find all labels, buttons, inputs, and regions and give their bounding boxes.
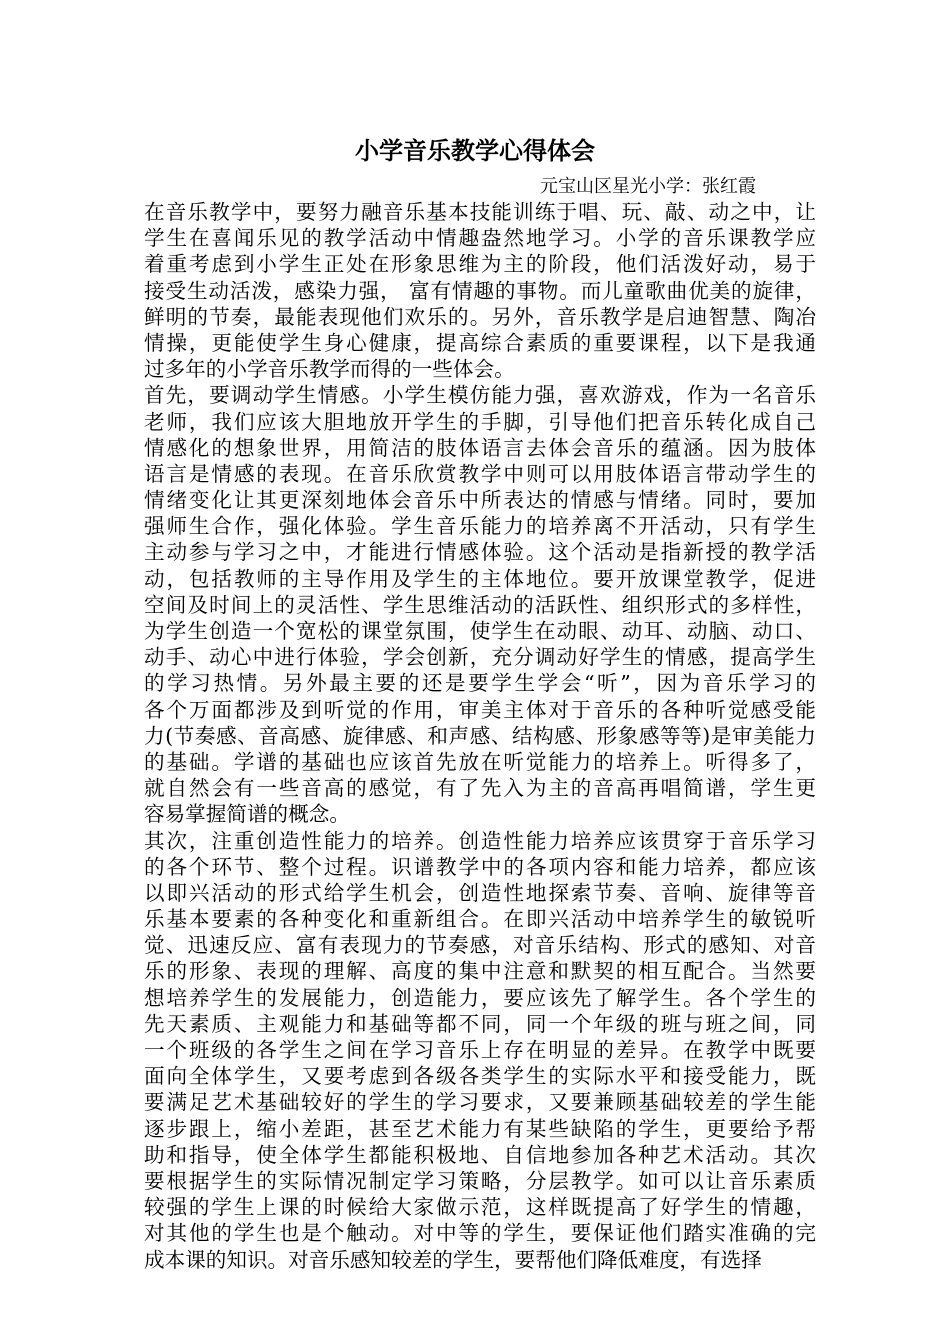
document-body — [144, 199, 816, 1273]
paragraph — [144, 828, 816, 1273]
text-line: 各个万面都涉及到听觉的作用，审美主体对于音乐的各种听觉感受能 — [144, 697, 816, 722]
text-line: 学生在喜闻乐见的教学活动中情趣盎然地学习。小学的音乐课教学应 — [144, 226, 816, 251]
text-line: 着重考虑到小学生正处在形象思维为主的阶段，他们活泼好动，易于 — [144, 252, 816, 277]
text-line: 对其他的学生也是个触动。对中等的学生，要保证他们踏实准确的完 — [144, 1221, 816, 1246]
text-line: 鲜明的节奏，最能表现他们欢乐的。另外，音乐教学是启迪智慧、陶冶 — [144, 304, 816, 329]
text-line: 的学习热情。另外最主要的还是要学生学会“听”，因为音乐学习的 — [144, 671, 816, 696]
text-line: 情操，更能使学生身心健康，提高综合素质的重要课程，以下是我通 — [144, 330, 816, 355]
text-line: 要根据学生的实际情况制定学习策略，分层教学。如可以让音乐素质 — [144, 1168, 816, 1193]
text-line: 情绪变化让其更深刻地体会音乐中所表达的情感与情绪。同时，要加 — [144, 488, 816, 513]
document-author: 元宝山区星光小学：张红霞 — [540, 176, 756, 197]
text-line: 乐基本要素的各种变化和重新组合。在即兴活动中培养学生的敏锐听 — [144, 907, 816, 932]
text-line: 力(节奏感、音高感、旋律感、和声感、结构感、形象感等等)是审美能力 — [144, 723, 816, 748]
text-line: 一个班级的各学生之间在学习音乐上存在明显的差异。在教学中既要 — [144, 1038, 816, 1062]
text-line: 在音乐教学中，要努力融音乐基本技能训练于唱、玩、敲、动之中，让 — [144, 200, 816, 224]
text-line: 强师生合作，强化体验。学生音乐能力的培养离不开活动，只有学生 — [144, 514, 816, 539]
text-line: 要满足艺术基础较好的学生的学习要求，又要兼顾基础较差的学生能 — [144, 1090, 816, 1115]
text-line: 较强的学生上课的时候给大家做示范，这样既提高了好学生的情趣， — [144, 1195, 816, 1220]
text-line: 成本课的知识。对音乐感知较差的学生，要帮他们降低难度，有选择 — [144, 1247, 762, 1272]
text-line: 觉、迅速反应、富有表现力的节奏感，对音乐结构、形式的感知、对音 — [144, 933, 816, 958]
text-line: 的基础。学谱的基础也应该首先放在听觉能力的培养上。听得多了， — [144, 749, 816, 774]
text-line: 先天素质、主观能力和基础等都不同，同一个年级的班与班之间，同 — [144, 1011, 816, 1036]
text-line: 逐步跟上，缩小差距，甚至艺术能力有某些缺陷的学生，更要给予帮 — [144, 1116, 816, 1141]
text-line: 空间及时间上的灵活性、学生思维活动的活跃性、组织形式的多样性， — [144, 592, 816, 617]
text-line: 老师，我们应该大胆地放开学生的手脚，引导他们把音乐转化成自己 — [144, 409, 816, 434]
text-line: 动手、动心中进行体验，学会创新，充分调动好学生的情感，提高学生 — [144, 645, 816, 670]
paragraph — [144, 199, 816, 382]
text-line: 想培养学生的发展能力，创造能力，要应该先了解学生。各个学生的 — [144, 985, 816, 1010]
text-line: 乐的形象、表现的理解、高度的集中注意和默契的相互配合。当然要 — [144, 959, 816, 984]
text-line: 就自然会有一些音高的感觉，有了先入为主的音高再唱简谱，学生更 — [144, 776, 816, 801]
text-line: 动，包括教师的主导作用及学生的主体地位。要开放课堂教学，促进 — [144, 566, 816, 591]
text-line: 主动参与学习之中，才能进行情感体验。这个活动是指新授的教学活 — [144, 540, 816, 565]
text-line: 其次，注重创造性能力的培养。创造性能力培养应该贯穿于音乐学习 — [144, 828, 816, 853]
text-line: 情感化的想象世界，用简洁的肢体语言去体会音乐的蕴涵。因为肢体 — [144, 435, 816, 460]
text-line: 接受生动活泼，感染力强， 富有情趣的事物。而儿童歌曲优美的旋律， — [144, 278, 816, 303]
text-line: 语言是情感的表现。在音乐欣赏教学中则可以用肢体语言带动学生的 — [144, 461, 816, 486]
paragraph — [144, 382, 816, 827]
document-title: 小学音乐教学心得体会 — [355, 136, 595, 165]
text-line: 容易掌握简谱的概念。 — [144, 802, 350, 827]
text-line: 以即兴活动的形式给学生机会，创造性地探索节奏、音响、旋律等音 — [144, 880, 816, 905]
text-line: 首先，要调动学生情感。小学生模仿能力强，喜欢游戏，作为一名音乐 — [144, 383, 816, 408]
text-line: 面向全体学生，又要考虑到各级各类学生的实际水平和接受能力，既 — [144, 1064, 816, 1089]
text-line: 的各个环节、整个过程。识谱教学中的各项内容和能力培养，都应该 — [144, 854, 816, 879]
text-line: 为学生创造一个宽松的课堂氛围，使学生在动眼、动耳、动脑、动口、 — [144, 619, 816, 643]
text-line: 过多年的小学音乐教学而得的一些体会。 — [144, 357, 515, 382]
text-line: 助和指导，使全体学生都能积极地、自信地参加各种艺术活动。其次 — [144, 1142, 816, 1167]
